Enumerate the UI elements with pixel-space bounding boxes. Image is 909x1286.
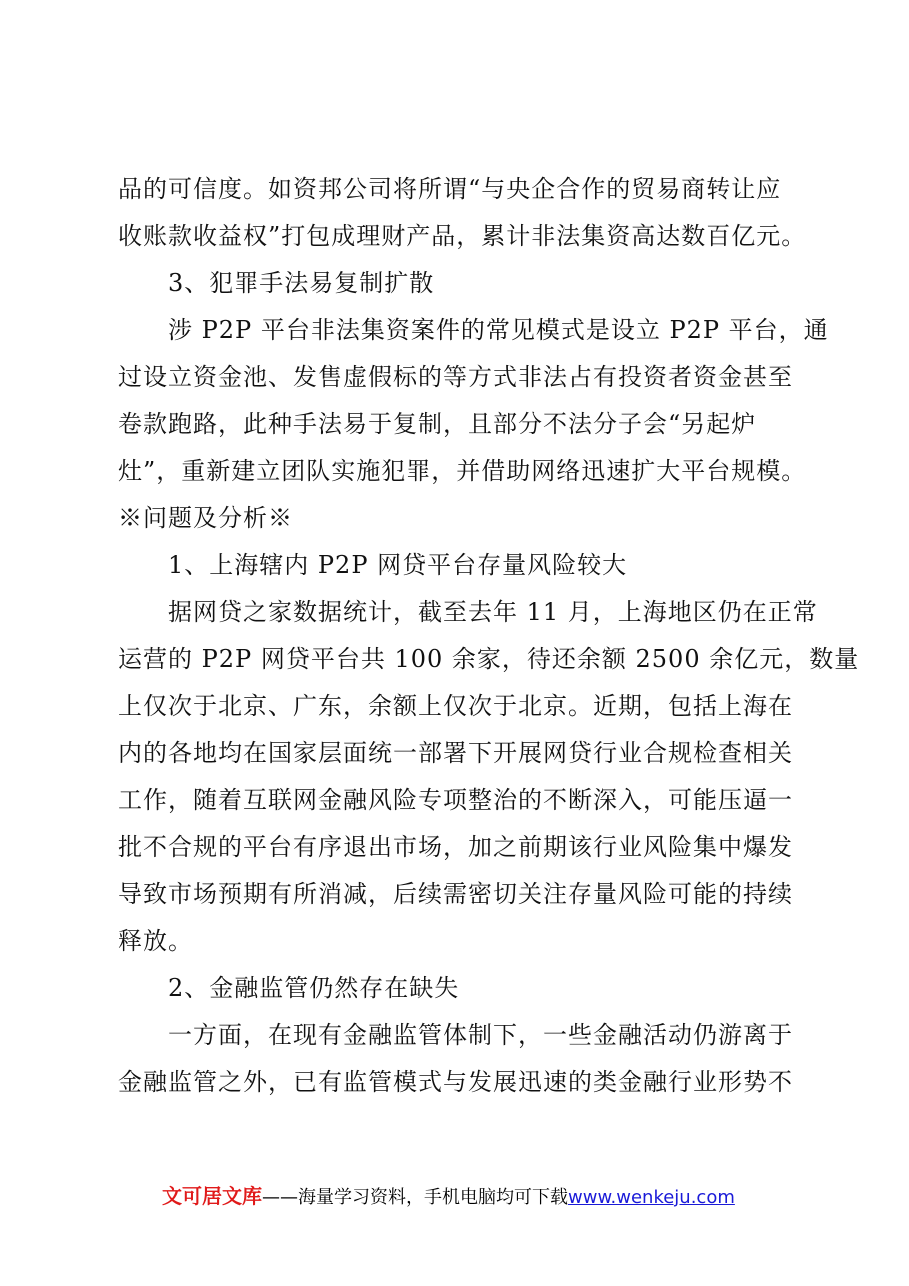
section-heading: 3、犯罪手法易复制扩散 <box>168 269 435 297</box>
paragraph-line: 释放。 <box>118 927 193 955</box>
footer-banner <box>162 1180 802 1212</box>
footer-website-link[interactable]: www.wenkeju.com <box>568 1187 735 1208</box>
section-heading: 1、上海辖内 P2P 网贷平台存量风险较大 <box>168 551 628 579</box>
paragraph-line: 品的可信度。如资邦公司将所谓“与央企合作的贸易商转让应 <box>118 175 782 203</box>
paragraph-line: 据网贷之家数据统计，截至去年 11 月，上海地区仍在正常 <box>168 598 818 626</box>
paragraph-line: 过设立资金池、发售虚假标的等方式非法占有投资者资金甚至 <box>118 363 793 391</box>
paragraph-line: 导致市场预期有所消减，后续需密切关注存量风险可能的持续 <box>118 880 793 908</box>
paragraph-line: 批不合规的平台有序退出市场，加之前期该行业风险集中爆发 <box>118 833 793 861</box>
section-heading: 2、金融监管仍然存在缺失 <box>168 974 460 1002</box>
footer-brand: 文可居文库 <box>162 1184 262 1208</box>
paragraph-line: 运营的 P2P 网贷平台共 100 余家，待还余额 2500 余亿元，数量 <box>118 645 860 673</box>
section-title: ※问题及分析※ <box>118 504 293 532</box>
paragraph-line: 卷款跑路，此种手法易于复制，且部分不法分子会“另起炉 <box>118 410 757 438</box>
paragraph-line: 金融监管之外，已有监管模式与发展迅速的类金融行业形势不 <box>118 1068 793 1096</box>
paragraph-line: 上仅次于北京、广东，余额上仅次于北京。近期，包括上海在 <box>118 692 793 720</box>
document-body <box>118 166 860 1106</box>
paragraph-line: 一方面，在现有金融监管体制下，一些金融活动仍游离于 <box>168 1021 793 1049</box>
paragraph-line: 灶”，重新建立团队实施犯罪，并借助网络迅速扩大平台规模。 <box>118 457 807 485</box>
footer-tagline: ——海量学习资料，手机电脑均可下载 <box>262 1187 568 1208</box>
paragraph-line: 涉 P2P 平台非法集资案件的常见模式是设立 P2P 平台，通 <box>168 316 829 344</box>
paragraph-line: 收账款收益权”打包成理财产品，累计非法集资高达数百亿元。 <box>118 222 807 250</box>
paragraph-line: 工作，随着互联网金融风险专项整治的不断深入，可能压逼一 <box>118 786 793 814</box>
paragraph-line: 内的各地均在国家层面统一部署下开展网贷行业合规检查相关 <box>118 739 793 767</box>
